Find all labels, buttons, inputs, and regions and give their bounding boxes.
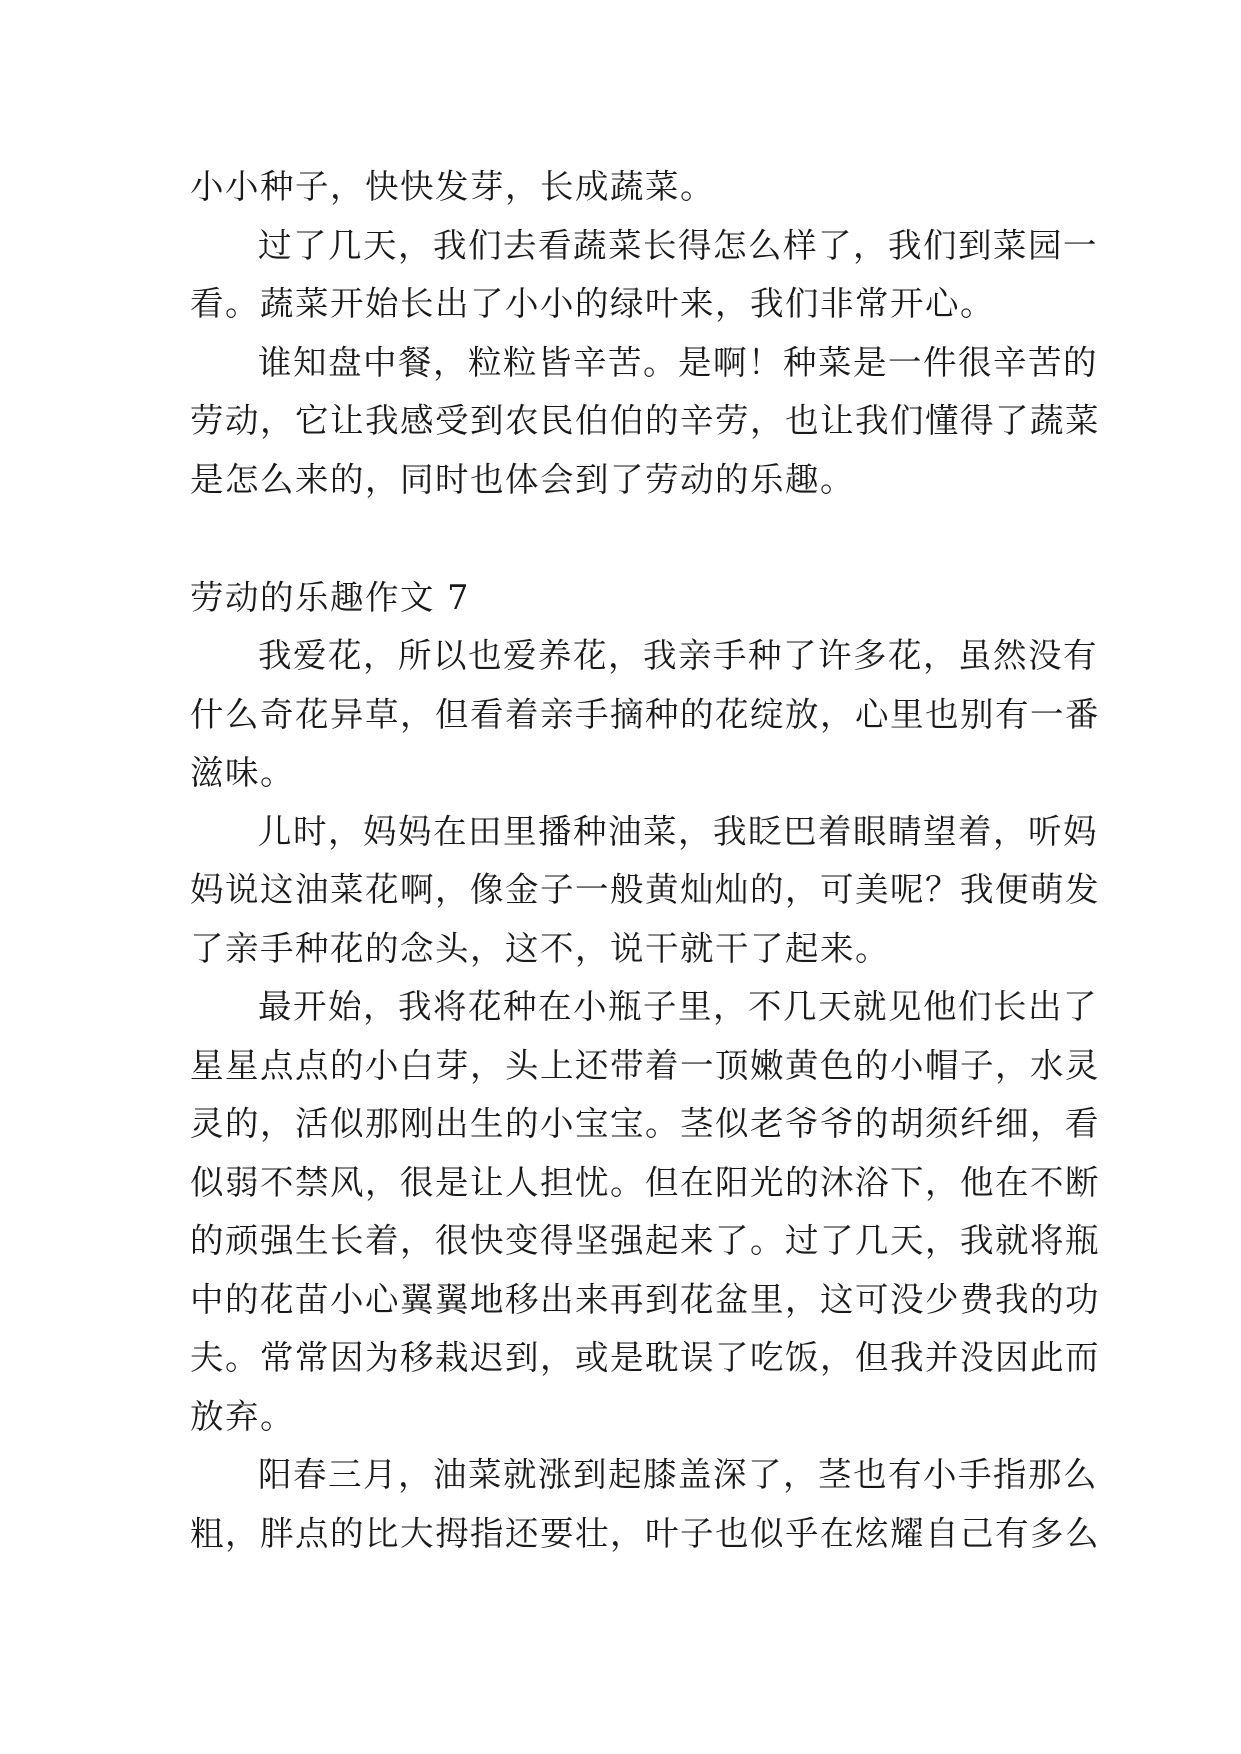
text-line: 了亲手种花的念头，这不，说干就干了起来。 [190, 928, 890, 968]
text-line: 阳春三月，油菜就涨到起膝盖深了，茎也有小手指那么 [258, 1455, 1098, 1494]
essay-title: 劳动的乐趣作文 7 [190, 578, 470, 617]
text-line: 放弃。 [190, 1396, 295, 1436]
text-line: 什么奇花异草，但看着亲手摘种的花绽放，心里也别有一番 [190, 694, 1100, 734]
text-line: 儿时，妈妈在田里播种油菜，我眨巴着眼睛望着，听妈 [258, 811, 1098, 851]
text-line: 的顽强生长着，很快变得坚强起来了。过了几天，我就将瓶 [190, 1221, 1100, 1260]
text-line: 看。蔬菜开始长出了小小的绿叶来，我们非常开心。 [190, 284, 995, 323]
text-line: 似弱不禁风，很是让人担忧。但在阳光的沐浴下，他在不断 [190, 1162, 1100, 1202]
text-line: 妈说这油菜花啊，像金子一般黄灿灿的，可美呢？我便萌发 [190, 870, 1100, 909]
text-line: 劳动，它让我感受到农民伯伯的辛劳，也让我们懂得了蔬菜 [190, 401, 1100, 440]
text-line: 粗，胖点的比大拇指还要壮，叶子也似乎在炫耀自己有多么 [190, 1513, 1100, 1553]
text-line: 星星点点的小白芽，头上还带着一顶嫩黄色的小帽子，水灵 [190, 1045, 1100, 1085]
text-line: 夫。常常因为移栽迟到，或是耽误了吃饭，但我并没因此而 [190, 1338, 1100, 1377]
text-line: 谁知盘中餐，粒粒皆辛苦。是啊！种菜是一件很辛苦的 [258, 342, 1098, 382]
section-1-text [190, 158, 1100, 509]
section-2-text [190, 627, 1100, 1563]
text-line: 灵的，活似那刚出生的小宝宝。茎似老爷爷的胡须纤细，看 [190, 1104, 1100, 1143]
text-line: 小小种子，快快发芽，长成蔬菜。 [190, 167, 715, 206]
text-line: 最开始，我将花种在小瓶子里，不几天就见他们长出了 [258, 987, 1098, 1026]
text-line: 中的花苗小心翼翼地移出来再到花盆里，这可没少费我的功 [190, 1279, 1100, 1319]
text-line: 我爱花，所以也爱养花，我亲手种了许多花，虽然没有 [258, 636, 1098, 675]
text-line: 过了几天，我们去看蔬菜长得怎么样了，我们到菜园一 [258, 225, 1098, 265]
text-line: 滋味。 [190, 753, 295, 792]
text-line: 是怎么来的，同时也体会到了劳动的乐趣。 [190, 459, 855, 499]
essay-heading [190, 569, 1060, 628]
